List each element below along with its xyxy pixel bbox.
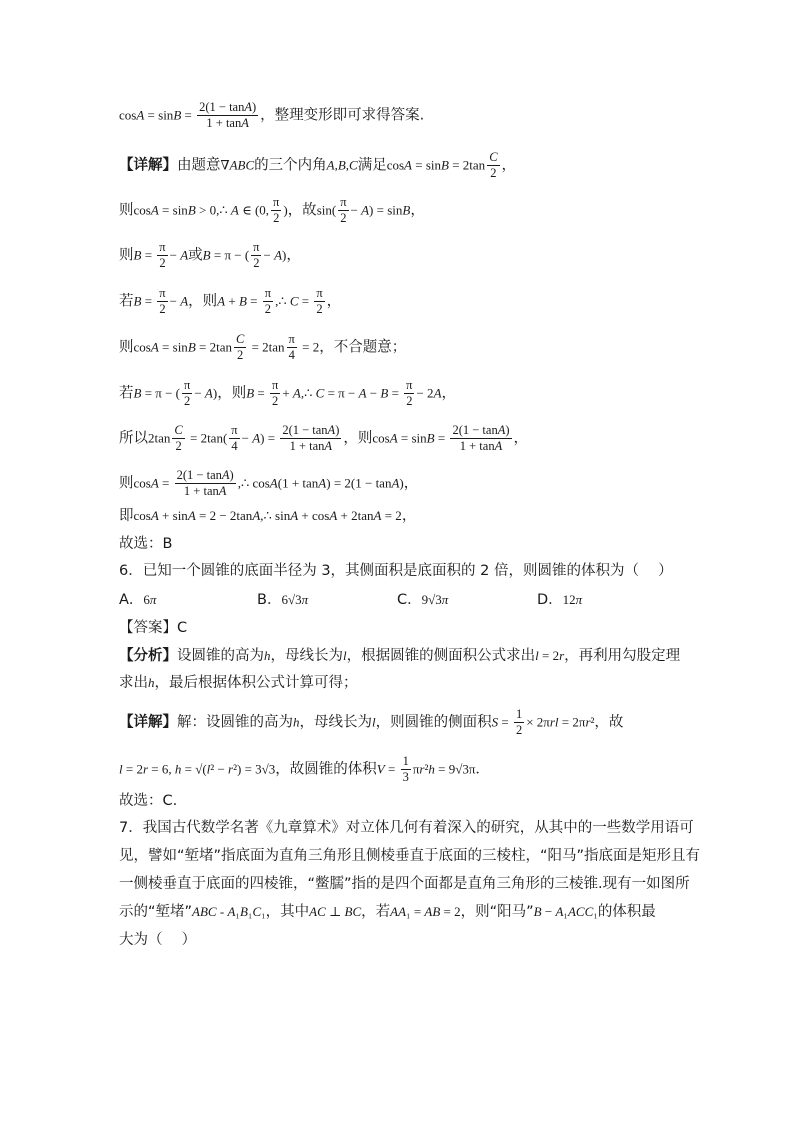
answer-label: 【答案】C: [119, 620, 188, 636]
fraction: $\frac{2(1 - \tan A)}{1 + \tan A}$: [199, 100, 257, 130]
question-7-line-5: 大为（ ）: [119, 932, 197, 948]
choose-answer-c: 故选：C.: [119, 793, 178, 809]
analysis-line-1: 【分析】设圆锥的高为h，母线长为l，根据圆锥的侧面积公式求出l = 2r，再利用勾股定理: [119, 648, 681, 664]
question-7-line-2: 见，譬如“堑堵”指底面为直角三角形且侧棱垂直于底面的三棱柱，“阳马”指底面是矩形且有: [119, 848, 701, 864]
detail-line-2: l = 2r = 6, h = √(l² − r²) = 3√3，故圆锥的体积V = $\frac{1}{3}$ πr²h = 9√3π．: [119, 754, 490, 784]
solution-line-6: 则cosA = sinB = 2tan $\frac{C}{2}$ = 2tan $\frac{\pi}{4}$ = 2，不合题意；: [119, 332, 407, 362]
question-6-stem: 6．已知一个圆锥的底面半径为 3，其侧面积是底面积的 2 倍，则圆锥的体积为（ ）: [119, 563, 673, 579]
solution-line-5: 若B = $\frac{\pi}{2}$ − A，则A + B = $\frac{\pi}{2}$ ,∴ C = $\frac{\pi}{2}$ ，: [119, 286, 342, 316]
solution-line-9: 则cosA = $\frac{2(1 - \tan A)}{1 + \tan A}$ ,∴ cosA(1 + tanA) = 2(1 − tanA)，: [119, 468, 419, 498]
question-7-line-4: 示的“堑堵”ABC - A₁B₁C₁，其中AC ⊥ BC，若AA₁ = AB = 2，则“阳马”B − A₁ACC₁的体积最: [119, 904, 656, 920]
option-d: D．12π: [537, 592, 583, 608]
question-6-options: [119, 590, 679, 610]
analysis-line-2: 求出h，最后根据体积公式计算可得；: [119, 675, 358, 691]
solution-line-4: 则B = $\frac{\pi}{2}$ − A或B = π − ( $\frac{\pi}{2}$ − A)，: [119, 240, 301, 270]
option-c: C．9√3π: [397, 592, 449, 608]
question-7-line-1: 7．我国古代数学名著《九章算术》对立体几何有着深入的研究，从其中的一些数学用语可: [119, 820, 694, 836]
solution-line-10: 即cosA + sinA = 2 − 2tanA,∴ sinA + cosA + 2tanA = 2，: [119, 508, 417, 524]
question-7-line-3: 一侧棱垂直于底面的四棱锥，“鳖臑”指的是四个面都是直角三角形的三棱锥.现有一如图所: [119, 876, 690, 892]
solution-line-1: cosA = sinB = $\frac{2(1 - \tan A)}{1 + \tan A}$ ，整理变形即可求得答案.: [119, 100, 425, 130]
choose-answer-b: 故选：B: [119, 536, 173, 552]
solution-line-7: 若B = π − ( $\frac{\pi}{2}$ − A)，则B = $\frac{\pi}{2}$ + A,∴ C = π − A − B = $\frac{\pi}{2}$ − 2A，: [119, 378, 457, 408]
solution-line-2: 【详解】由题意∇ABC的三个内角A,B,C满足cosA = sinB = 2tan $\frac{C}{2}$ ，: [119, 150, 517, 180]
detail-line-1: 【详解】解：设圆锥的高为h，母线长为l，则圆锥的侧面积S = $\frac{1}{2}$ × 2πrl = 2πr²，故: [119, 707, 624, 737]
option-b: B．6√3π: [257, 592, 309, 608]
option-a: A．6π: [119, 592, 157, 608]
solution-line-8: 所以2tan $\frac{C}{2}$ = 2tan( $\frac{\pi}{4}$ − A) = $\frac{2(1 - \tan A)}{1 + \tan A}$ ，则cosA = sinB = $\frac{2(1 - \tan A)}{1 + \tan A}$ ，: [119, 423, 529, 453]
solution-line-3: 则cosA = sinB > 0,∴ A ∈ (0, $\frac{\pi}{2}$ )，故sin( $\frac{\pi}{2}$ − A) = sinB，: [119, 195, 425, 225]
